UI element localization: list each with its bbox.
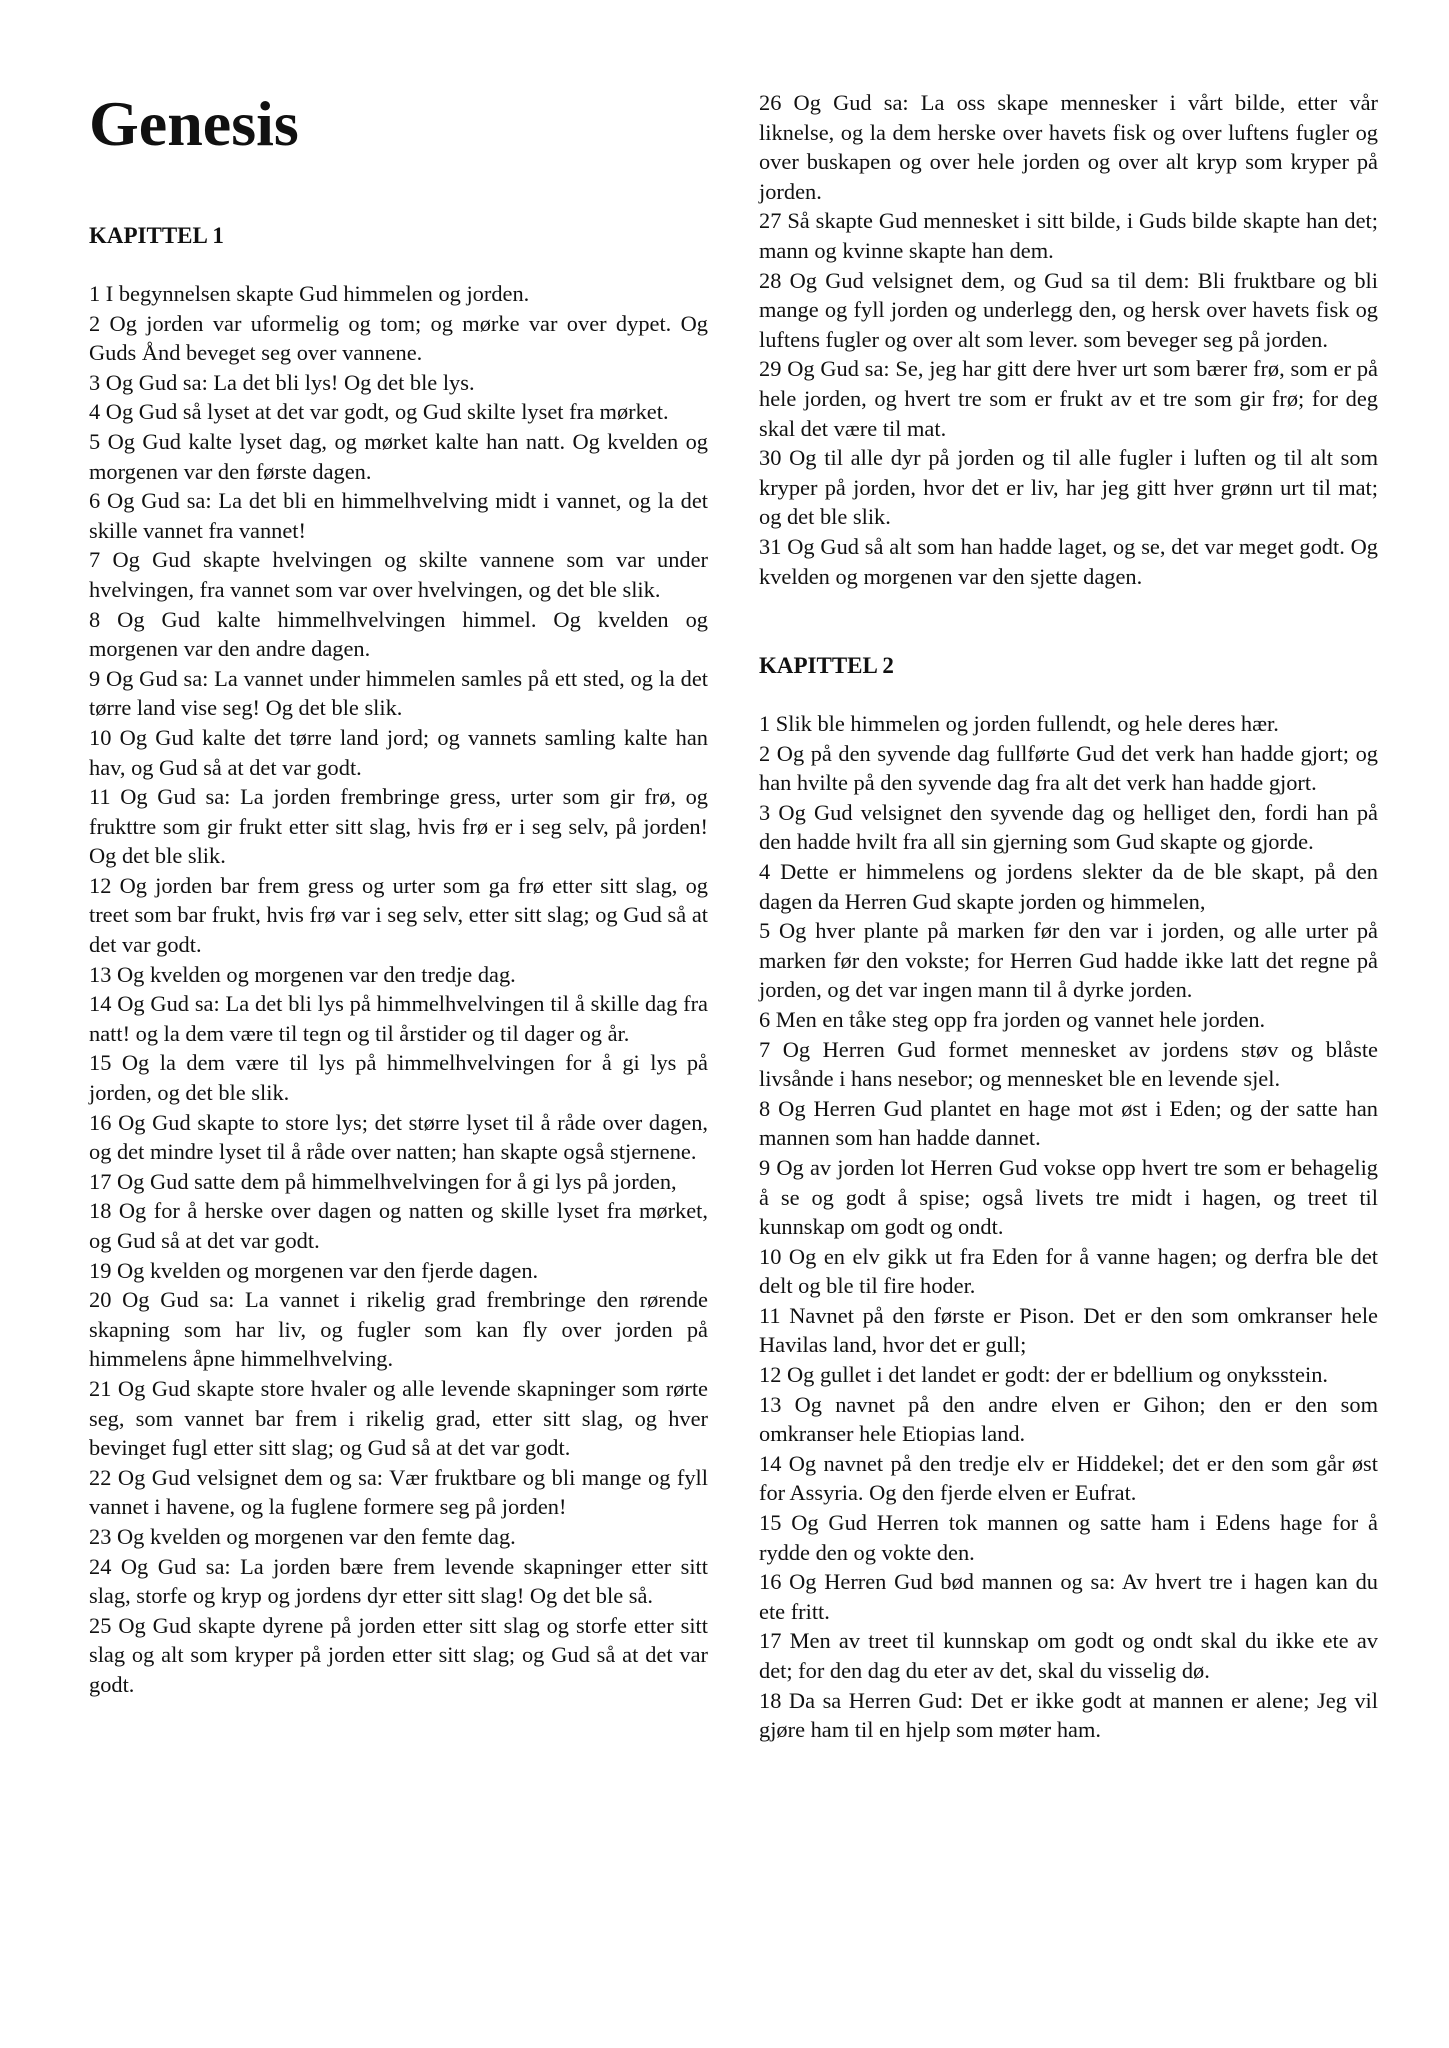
verse: 20 Og Gud sa: La vannet i rikelig grad frembringe den rørende skapning som har liv, og fugler som kan fly over jorden på himmelens åpne himmelhvelving. (89, 1287, 708, 1372)
verse: 9 Og av jorden lot Herren Gud vokse opp hvert tre som er behagelig å se og godt å spise; også livets tre midt i hagen, og treet til kunnskap om godt og ondt. (759, 1154, 1378, 1240)
verse: 3 Og Gud sa: La det bli lys! Og det ble lys. (89, 369, 475, 395)
verse: 17 Og Gud satte dem på himmelhvelvingen for å gi lys på jorden, (89, 1168, 677, 1194)
verse: 7 Og Herren Gud formet mennesket av jordens støv og blåste livsånde i hans nesebor; og mennesket ble en levende sjel. (759, 1036, 1378, 1092)
verse: 4 Dette er himmelens og jordens slekter da de ble skapt, på den dagen da Herren Gud skapte jorden og himmelen, (759, 858, 1378, 914)
verse: 17 Men av treet til kunnskap om godt og ondt skal du ikke ete av det; for den dag du eter av det, skal du visselig dø. (759, 1628, 1378, 1683)
chapter-2-heading: KAPITTEL 2 (759, 653, 894, 678)
verse: 16 Og Gud skapte to store lys; det større lyset til å råde over dagen, og det mindre lyset til å råde over natten; han skapte også stjernene. (89, 1109, 708, 1165)
verse: 1 I begynnelsen skapte Gud himmelen og jorden. (89, 281, 530, 306)
verse: 24 Og Gud sa: La jorden bære frem levende skapninger etter sitt slag, storfe og kryp og jordens dyr etter sitt slag! Og det ble så. (89, 1553, 708, 1609)
verse: 23 Og kvelden og morgenen var den femte dag. (89, 1523, 516, 1549)
verse: 11 Og Gud sa: La jorden frembringe gress, urter som gir frø, og frukttre som gir frukt etter sitt slag, hvis frø er i seg selv, på jorden! Og det ble slik. (89, 784, 708, 869)
verse: 12 Og gullet i det landet er godt: der er bdellium og onyksstein. (759, 1362, 1328, 1388)
verse: 13 Og kvelden og morgenen var den tredje dag. (89, 961, 516, 987)
verse: 6 Og Gud sa: La det bli en himmelhvelving midt i vannet, og la det skille vannet fra vannet! (89, 488, 708, 543)
verse: 6 Men en tåke steg opp fra jorden og vannet hele jorden. (759, 1006, 1266, 1032)
verse: 5 Og hver plante på marken før den var i jorden, og alle urter på marken før den vokste; for Herren Gud hadde ikke latt det regne på jorden, og det var ingen mann til å dyrke jorden. (759, 918, 1378, 1003)
verse: 14 Og navnet på den tredje elv er Hiddekel; det er den som går øst for Assyria. Og den fjerde elven er Eufrat. (759, 1450, 1378, 1506)
verse: 18 Da sa Herren Gud: Det er ikke godt at mannen er alene; Jeg vil gjøre ham til en hjelp som møter ham. (759, 1687, 1378, 1743)
verse: 16 Og Herren Gud bød mannen og sa: Av hvert tre i hagen kan du ete fritt. (759, 1569, 1378, 1624)
verse: 8 Og Herren Gud plantet en hage mot øst i Eden; og der satte han mannen som han hadde dannet. (759, 1095, 1378, 1151)
verse: 5 Og Gud kalte lyset dag, og mørket kalte han natt. Og kvelden og morgenen var den første dagen. (89, 428, 708, 484)
verse: 13 Og navnet på den andre elven er Gihon; den er den som omkranser hele Etiopias land. (759, 1391, 1378, 1447)
verse: 25 Og Gud skapte dyrene på jorden etter sitt slag og storfe etter sitt slag og alt som kryper på jorden etter sitt slag; og Gud så at det var godt. (89, 1612, 708, 1697)
verse: 15 Og Gud Herren tok mannen og satte ham i Edens hage for å rydde den og vokte den. (759, 1510, 1378, 1565)
verse: 2 Og jorden var uformelig og tom; og mørke var over dypet. Og Guds Ånd beveget seg over vannene. (89, 310, 708, 366)
verse: 7 Og Gud skapte hvelvingen og skilte vannene som var under hvelvingen, fra vannet som var over hvelvingen, og det ble slik. (89, 547, 708, 602)
verse: 2 Og på den syvende dag fullførte Gud det verk han hadde gjort; og han hvilte på den syvende dag fra alt det verk han hadde gjort. (759, 740, 1378, 796)
verse: 4 Og Gud så lyset at det var godt, og Gud skilte lyset fra mørket. (89, 399, 669, 425)
verse: 12 Og jorden bar frem gress og urter som ga frø etter sitt slag, og treet som bar frukt, hvis frø var i seg selv, etter sitt slag; og Gud så at det var godt. (89, 872, 708, 958)
verse: 9 Og Gud sa: La vannet under himmelen samles på ett sted, og la det tørre land vise seg! Og det ble slik. (89, 665, 708, 721)
chapter-2-verses (759, 709, 1378, 1745)
verse: 1 Slik ble himmelen og jorden fullendt, og hele deres hær. (759, 711, 1279, 736)
verse: 27 Så skapte Gud mennesket i sitt bilde, i Guds bilde skapte han det; mann og kvinne skapte han dem. (759, 208, 1378, 263)
verse: 14 Og Gud sa: La det bli lys på himmelhvelvingen til å skille dag fra natt! og la dem være til tegn og til årstider og til dager og år. (89, 991, 708, 1046)
verse: 15 Og la dem være til lys på himmelhvelvingen for å gi lys på jorden, og det ble slik. (89, 1050, 708, 1106)
verse: 22 Og Gud velsignet dem og sa: Vær fruktbare og bli mange og fyll vannet i havene, og la fuglene formere seg på jorden! (89, 1464, 708, 1520)
chapter-1-verses-right (759, 88, 1378, 591)
verse: 28 Og Gud velsignet dem, og Gud sa til dem: Bli fruktbare og bli mange og fyll jorden og underlegg den, og hersk over havets fisk og luftens fugler og over alt som lever. som beveger seg på jorden. (759, 267, 1378, 352)
verse: 10 Og en elv gikk ut fra Eden for å vanne hagen; og derfra ble det delt og ble til fire hoder. (759, 1243, 1378, 1299)
verse: 21 Og Gud skapte store hvaler og alle levende skapninger som rørte seg, som vannet bar frem i rikelig grad, etter sitt slag, og hver bevinget fugl etter sitt slag; og Gud så at det var godt. (89, 1375, 708, 1461)
verse: 3 Og Gud velsignet den syvende dag og helliget den, fordi han på den hadde hvilt fra all sin gjerning som Gud skapte og gjorde. (759, 799, 1378, 855)
book-title: Genesis (89, 88, 299, 159)
verse: 30 Og til alle dyr på jorden og til alle fugler i luften og til alt som kryper på jorden, hvor det er liv, har jeg gitt hver grønn urt til mat; og det ble slik. (759, 445, 1378, 530)
verse: 31 Og Gud så alt som han hadde laget, og se, det var meget godt. Og kvelden og morgenen var den sjette dagen. (759, 533, 1378, 589)
verse: 19 Og kvelden og morgenen var den fjerde dagen. (89, 1257, 539, 1283)
verse: 11 Navnet på den første er Pison. Det er den som omkranser hele Havilas land, hvor det er gull; (759, 1302, 1378, 1358)
chapter-1-verses-left (89, 279, 708, 1700)
verse: 10 Og Gud kalte det tørre land jord; og vannets samling kalte han hav, og Gud så at det var godt. (89, 724, 708, 780)
verse: 8 Og Gud kalte himmelhvelvingen himmel. Og kvelden og morgenen var den andre dagen. (89, 606, 708, 662)
verse: 18 Og for å herske over dagen og natten og skille lyset fra mørket, og Gud så at det var godt. (89, 1198, 708, 1253)
verse: 26 Og Gud sa: La oss skape mennesker i vårt bilde, etter vår liknelse, og la dem herske over havets fisk og over luftens fugler og over buskapen og over hele jorden og over alt kryp som kryper på jorden. (759, 90, 1378, 204)
verse: 29 Og Gud sa: Se, jeg har gitt dere hver urt som bærer frø, som er på hele jorden, og hvert tre som er frukt av et tre som gir frø; for deg skal det være til mat. (759, 356, 1378, 441)
chapter-1-heading: KAPITTEL 1 (89, 223, 224, 248)
